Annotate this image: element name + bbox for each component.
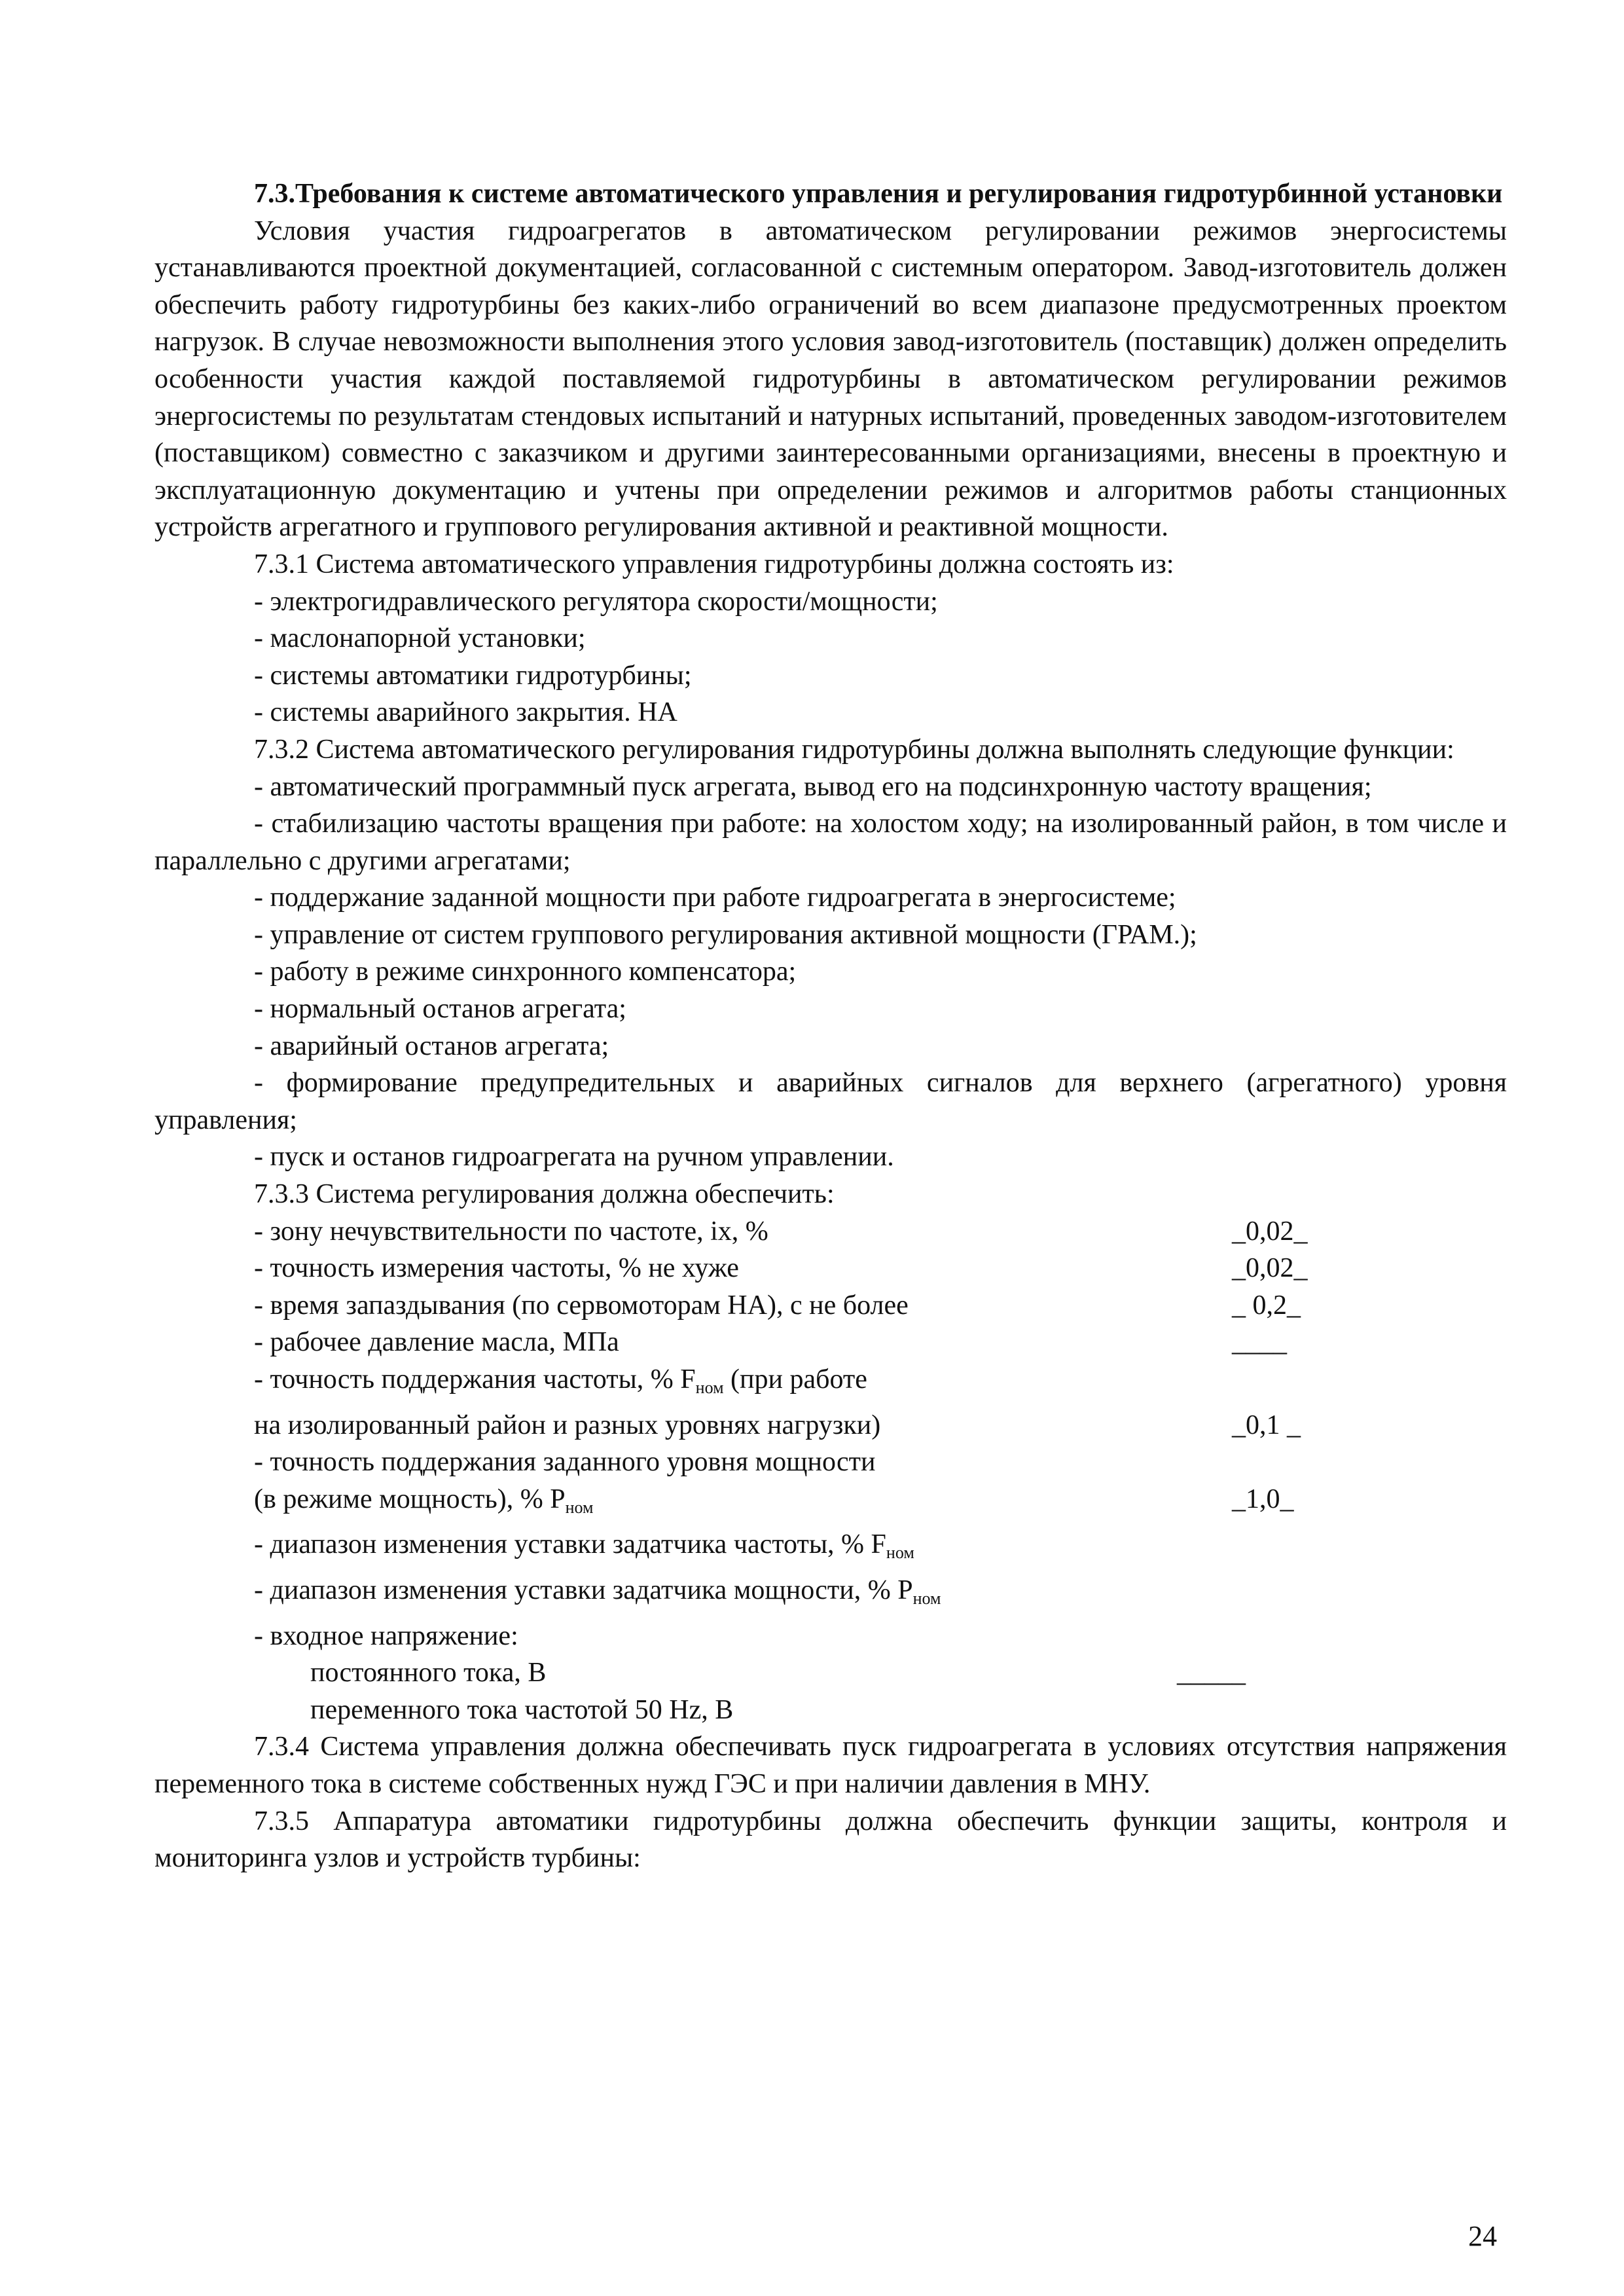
spec-label-cont: (при работе [723, 1364, 867, 1394]
list-item: - электрогидравлического регулятора скорости/мощности; [254, 586, 938, 617]
spec-value: _ 0,2_ [1232, 1290, 1301, 1321]
section-733-title: 7.3.3 Система регулирования должна обеспечить: [254, 1179, 835, 1210]
spec-label: - точность измерения частоты, % не хуже [254, 1253, 739, 1284]
spec-label: на изолированный район и разных уровнях нагрузки) [254, 1410, 881, 1440]
spec-value: ____ [1232, 1327, 1287, 1358]
spec-value: _____ [1177, 1658, 1246, 1688]
list-item: - системы аварийного закрытия. НА [254, 697, 677, 728]
spec-power-hold [154, 1444, 1507, 1481]
spec-power-range [154, 1572, 1507, 1618]
document-page [154, 175, 1507, 1877]
list-item: - маслонапорной установки; [254, 623, 586, 654]
spec-dc-voltage [154, 1654, 1507, 1692]
list-item: - системы автоматики гидротурбины; [254, 660, 692, 691]
spec-label: постоянного тока, В [310, 1658, 547, 1688]
list-item: - управление от систем группового регулирования активной мощности (ГРАМ.); [254, 919, 1197, 950]
spec-value: _1,0_ [1232, 1484, 1294, 1514]
list-item: - автоматический программный пуск агрегата, вывод его на подсинхронную частоту вращения; [254, 771, 1372, 802]
list-item: - пуск и останов гидроагрегата на ручном управлении. [254, 1142, 894, 1173]
spec-value: _0,02_ [1232, 1253, 1308, 1284]
spec-frequency-range [154, 1526, 1507, 1572]
list-item: - формирование предупредительных и аварийных сигналов для верхнего (агрегатного) уровня управления; [154, 1068, 1507, 1135]
spec-label: (в режиме мощность), % P [254, 1484, 566, 1514]
list-item: - нормальный останов агрегата; [254, 994, 626, 1025]
spec-delay [154, 1287, 1507, 1324]
spec-ac-voltage [154, 1692, 1507, 1729]
list-item: - стабилизацию частоты вращения при работе: на холостом ходу; на изолированный район, в том числе и параллельно с другими агрегатами; [154, 809, 1507, 876]
subscript: ном [565, 1497, 594, 1517]
spec-label: переменного тока частотой 50 Hz, В [310, 1694, 734, 1725]
spec-label: - время запаздывания (по сервомоторам НА), с не более [254, 1290, 909, 1321]
section-732-title: 7.3.2 Система автоматического регулирования гидротурбины должна выполнять следующие функции: [254, 734, 1454, 765]
page-number: 24 [1468, 2220, 1497, 2252]
spec-power-hold-cont [154, 1481, 1507, 1527]
section-735: 7.3.5 Аппаратура автоматики гидротурбины должна обеспечить функции защиты, контроля и мониторинга узлов и устройств турбины: [154, 1806, 1507, 1874]
spec-label: - входное напряжение: [254, 1620, 518, 1651]
spec-label: - рабочее давление масла, МПа [254, 1327, 619, 1358]
spec-deadband [154, 1213, 1507, 1250]
list-item: - поддержание заданной мощности при работе гидроагрегата в энергосистеме; [254, 883, 1176, 913]
spec-value: _0,1 _ [1232, 1410, 1301, 1440]
subscript: ном [695, 1378, 724, 1397]
spec-input-voltage [154, 1618, 1507, 1655]
spec-label: - зону нечувствительности по частоте, ix, % [254, 1216, 768, 1247]
spec-oil-pressure [154, 1324, 1507, 1361]
intro-paragraph: Условия участия гидроагрегатов в автоматическом регулировании режимов энергосистемы устанавливаются проектной документацией, согласованной с системным оператором. Завод-изготовитель должен обеспечить работу гидротурбины без каких-либо ограничений во всем диапазоне предусмотренных проектом нагрузок. В случае невозможности выполнения этого условия завод-изготовитель (поставщик) должен определить особенности участия каждой поставляемой гидротурбины в автоматическом регулировании режимов энергосистемы по результатам стендовых испытаний и натурных испытаний, проведенных заводом-изготовителем (поставщиком) совместно с заказчиком и другими заинтересованными организациями, внесены в проектную и эксплуатационную документацию и учтены при определении режимов и алгоритмов работы станционных устройств агрегатного и группового регулирования активной и реактивной мощности. [154, 215, 1507, 543]
subscript: ном [912, 1588, 941, 1608]
section-734: 7.3.4 Система управления должна обеспечивать пуск гидроагрегата в условиях отсутствия напряжения переменного тока в системе собственных нужд ГЭС и при наличии давления в МНУ. [154, 1732, 1507, 1799]
spec-accuracy [154, 1250, 1507, 1287]
spec-label: - диапазон изменения уставки задатчика частоты, % F [254, 1529, 886, 1560]
spec-frequency-hold-cont [154, 1407, 1507, 1444]
spec-label: - точность поддержания частоты, % F [254, 1364, 696, 1394]
spec-value: _0,02_ [1232, 1216, 1308, 1247]
spec-label: - точность поддержания заданного уровня мощности [254, 1447, 876, 1478]
list-item: - работу в режиме синхронного компенсатора; [254, 957, 797, 987]
section-heading: 7.3.Требования к системе автоматического управления и регулирования гидротурбинной установки [254, 179, 1503, 209]
list-item: - аварийный останов агрегата; [254, 1030, 609, 1061]
spec-label: - диапазон изменения уставки задатчика мощности, % P [254, 1575, 913, 1605]
subscript: ном [886, 1543, 914, 1563]
spec-frequency-hold [154, 1361, 1507, 1407]
section-731-title: 7.3.1 Система автоматического управления гидротурбины должна состоять из: [254, 549, 1174, 579]
